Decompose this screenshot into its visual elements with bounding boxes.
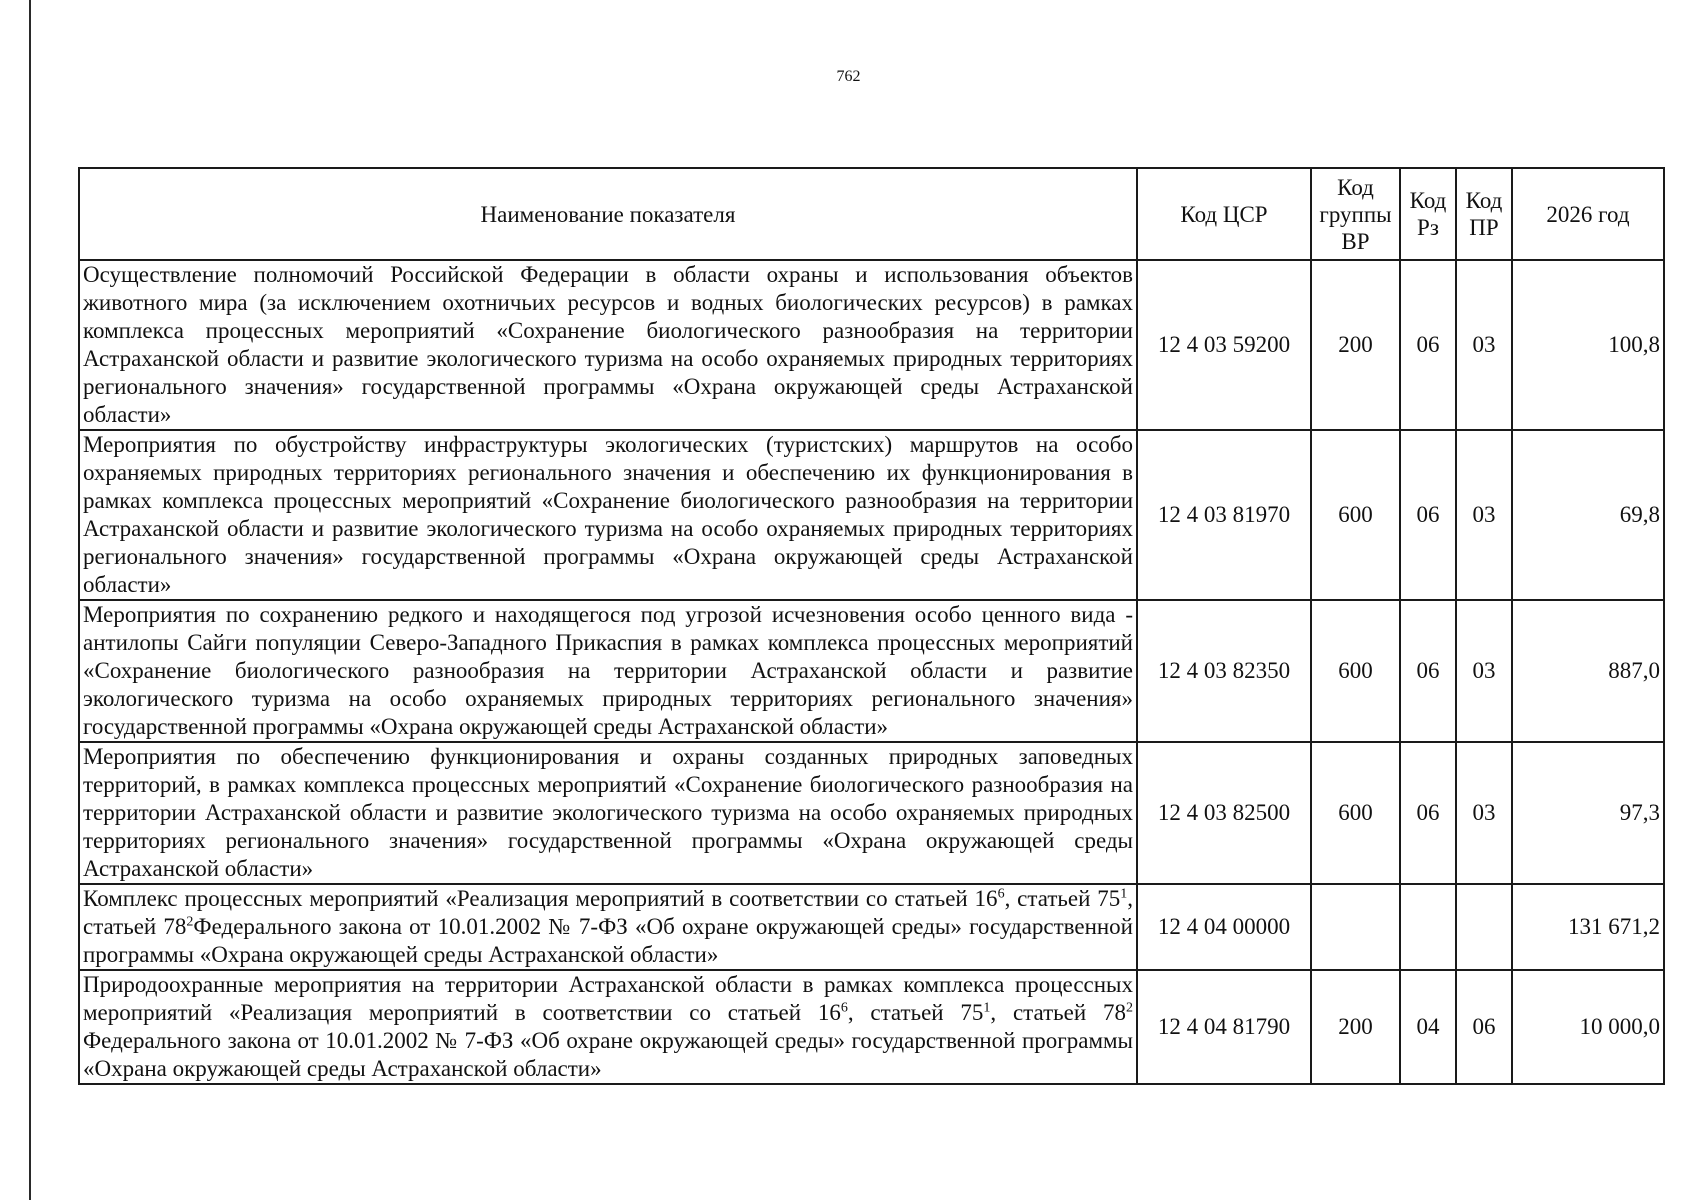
row-name-part: Природоохранные мероприятия на территории Астраханской области в рамках комплекса процессных мероприятий «Реализация мероприятий в соответствии со статьей 16 xyxy=(83,972,1133,1025)
row-csr-code: 12 4 03 81970 xyxy=(1137,430,1311,600)
row-pr-code xyxy=(1456,884,1512,970)
row-name: Мероприятия по обеспечению функционирования и охраны созданных природных заповедных территорий, в рамках комплекса процессных мероприятий «Сохранение биологического разнообразия на территории Астраханской области и развитие экологического туризма на особо охраняемых природных территориях регионального значения» государственной программы «Охрана окружающей среды Астраханской области» xyxy=(79,742,1137,884)
row-pr-code: 03 xyxy=(1456,430,1512,600)
row-csr-code: 12 4 03 82350 xyxy=(1137,600,1311,742)
row-vr-code xyxy=(1311,884,1400,970)
row-name: Осуществление полномочий Российской Федерации в области охраны и использования объектов животного мира (за исключением охотничьих ресурсов и водных биологических ресурсов) в рамках комплекса процессных мероприятий «Сохранение биологического разнообразия на территории Астраханской области и развитие экологического туризма на особо охраняемых природных территориях регионального значения» государственной программы «Охрана окружающей среды Астраханской области» xyxy=(79,260,1137,430)
row-value-2026: 10 000,0 xyxy=(1512,970,1664,1084)
row-rz-code: 06 xyxy=(1400,260,1456,430)
header-pr xyxy=(1456,168,1512,260)
header-vr-line2: группы xyxy=(1319,201,1392,227)
row-name-part: , статьей 75 xyxy=(1004,886,1121,911)
header-csr: Код ЦСР xyxy=(1137,168,1311,260)
row-csr-code: 12 4 04 00000 xyxy=(1137,884,1311,970)
table-row xyxy=(79,970,1664,1084)
row-vr-code: 600 xyxy=(1311,430,1400,600)
superscript: 6 xyxy=(840,1000,848,1016)
row-vr-code: 200 xyxy=(1311,260,1400,430)
superscript: 2 xyxy=(1125,1000,1133,1016)
row-value-2026: 887,0 xyxy=(1512,600,1664,742)
row-name-part: Федерального закона от 10.01.2002 № 7-ФЗ «Об охране окружающей среды» государственной программы «Охрана окружающей среды Астраханской области» xyxy=(83,1028,1133,1081)
header-rz-line1: Код xyxy=(1409,188,1447,213)
row-name: Мероприятия по сохранению редкого и находящегося под угрозой исчезновения особо ценного вида - антилопы Сайги популяции Северо-Западного Прикаспия в рамках комплекса процессных мероприятий «Сохранение биологического разнообразия на территории Астраханской области и развитие экологического туризма на особо охраняемых природных территориях регионального значения» государственной программы «Охрана окружающей среды Астраханской области» xyxy=(79,600,1137,742)
row-rz-code: 04 xyxy=(1400,970,1456,1084)
row-rz-code: 06 xyxy=(1400,742,1456,884)
header-rz xyxy=(1400,168,1456,260)
budget-table xyxy=(78,167,1665,1085)
row-rz-code xyxy=(1400,884,1456,970)
table-row xyxy=(79,260,1664,430)
row-vr-code: 200 xyxy=(1311,970,1400,1084)
header-vr xyxy=(1311,168,1400,260)
header-pr-line1: Код xyxy=(1465,188,1503,213)
header-year: 2026 год xyxy=(1512,168,1664,260)
table-row xyxy=(79,742,1664,884)
row-pr-code: 03 xyxy=(1456,260,1512,430)
row-vr-code: 600 xyxy=(1311,742,1400,884)
header-vr-line3: ВР xyxy=(1341,228,1370,254)
row-rz-code: 06 xyxy=(1400,430,1456,600)
row-value-2026: 131 671,2 xyxy=(1512,884,1664,970)
row-name-part: , статьей 78 xyxy=(83,886,1133,939)
row-value-2026: 69,8 xyxy=(1512,430,1664,600)
header-pr-line2: ПР xyxy=(1469,215,1499,240)
row-rz-code: 06 xyxy=(1400,600,1456,742)
row-csr-code: 12 4 04 81790 xyxy=(1137,970,1311,1084)
page-number: 762 xyxy=(836,68,861,85)
row-pr-code: 03 xyxy=(1456,742,1512,884)
row-name xyxy=(79,884,1137,970)
superscript: 6 xyxy=(997,886,1005,902)
header-name: Наименование показателя xyxy=(79,168,1137,260)
binding-margin-line xyxy=(29,0,31,1200)
superscript: 1 xyxy=(983,1000,991,1016)
row-csr-code: 12 4 03 82500 xyxy=(1137,742,1311,884)
row-pr-code: 03 xyxy=(1456,600,1512,742)
header-vr-line1: Код xyxy=(1337,174,1374,200)
row-pr-code: 06 xyxy=(1456,970,1512,1084)
header-rz-line2: Рз xyxy=(1417,215,1439,240)
row-name-part: Федерального закона от 10.01.2002 № 7-ФЗ «Об охране окружающей среды» государственной программы «Охрана окружающей среды Астраханской области» xyxy=(83,914,1133,967)
row-name-part: , статьей 75 xyxy=(847,1000,984,1025)
superscript: 1 xyxy=(1120,886,1128,902)
row-value-2026: 97,3 xyxy=(1512,742,1664,884)
table-row xyxy=(79,600,1664,742)
row-name-part: , статьей 78 xyxy=(990,1000,1126,1025)
superscript: 2 xyxy=(186,914,194,930)
table-row xyxy=(79,430,1664,600)
table-row xyxy=(79,884,1664,970)
row-name xyxy=(79,970,1137,1084)
row-value-2026: 100,8 xyxy=(1512,260,1664,430)
table-header-row xyxy=(79,168,1664,260)
row-name: Мероприятия по обустройству инфраструктуры экологических (туристских) маршрутов на особо охраняемых природных территориях регионального значения и обеспечению их функционирования в рамках комплекса процессных мероприятий «Сохранение биологического разнообразия на территории Астраханской области и развитие экологического туризма на особо охраняемых природных территориях регионального значения» государственной программы «Охрана окружающей среды Астраханской области» xyxy=(79,430,1137,600)
row-csr-code: 12 4 03 59200 xyxy=(1137,260,1311,430)
row-name-part: Комплекс процессных мероприятий «Реализация мероприятий в соответствии со статьей 16 xyxy=(83,886,998,911)
row-vr-code: 600 xyxy=(1311,600,1400,742)
